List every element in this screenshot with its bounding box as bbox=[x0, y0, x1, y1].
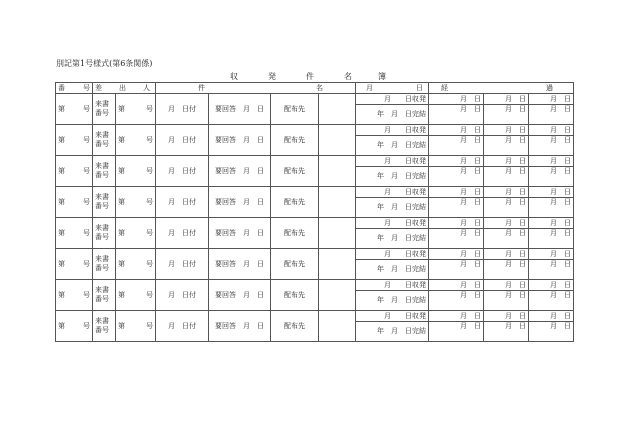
received-sent-date: 月 日収発 bbox=[356, 94, 429, 105]
received-sent-date: 月 日収発 bbox=[356, 218, 429, 229]
date-of-letter: 月 日付 bbox=[156, 187, 209, 218]
process-date: 月 日 bbox=[484, 260, 529, 280]
process-date: 月 日 bbox=[529, 136, 574, 156]
incoming-doc-number-label: 来書 番号 bbox=[93, 125, 116, 156]
completed-date: 年 月 日完結 bbox=[356, 167, 429, 187]
process-date: 月 日 bbox=[484, 311, 529, 322]
process-date: 月 日 bbox=[484, 198, 529, 218]
reply-required: 要回答 月 日 bbox=[209, 94, 271, 125]
reply-required: 要回答 月 日 bbox=[209, 187, 271, 218]
process-date: 月 日 bbox=[529, 125, 574, 136]
distribution: 配布先 bbox=[271, 156, 319, 187]
process-date: 月 日 bbox=[429, 105, 484, 125]
blank-cell bbox=[319, 280, 356, 311]
process-date: 月 日 bbox=[429, 94, 484, 105]
blank-cell bbox=[319, 187, 356, 218]
completed-date: 年 月 日完結 bbox=[356, 229, 429, 249]
reply-required: 要回答 月 日 bbox=[209, 311, 271, 342]
process-date: 月 日 bbox=[429, 322, 484, 342]
title-char: 簿 bbox=[378, 72, 386, 81]
process-date: 月 日 bbox=[529, 280, 574, 291]
incoming-doc-number-label: 来書 番号 bbox=[93, 187, 116, 218]
title-char: 発 bbox=[268, 72, 276, 81]
process-date: 月 日 bbox=[484, 249, 529, 260]
process-date: 月 日 bbox=[529, 167, 574, 187]
process-date: 月 日 bbox=[429, 229, 484, 249]
process-date: 月 日 bbox=[429, 156, 484, 167]
process-date: 月 日 bbox=[429, 260, 484, 280]
entry-number: 第 号 bbox=[56, 156, 93, 187]
process-date: 月 日 bbox=[429, 187, 484, 198]
process-date: 月 日 bbox=[484, 167, 529, 187]
sender-number: 第 号 bbox=[116, 311, 156, 342]
process-date: 月 日 bbox=[529, 156, 574, 167]
process-date: 月 日 bbox=[484, 218, 529, 229]
process-date: 月 日 bbox=[484, 105, 529, 125]
entry-number: 第 号 bbox=[56, 125, 93, 156]
entry-number: 第 号 bbox=[56, 218, 93, 249]
blank-cell bbox=[319, 311, 356, 342]
received-sent-date: 月 日収発 bbox=[356, 311, 429, 322]
blank-cell bbox=[319, 218, 356, 249]
process-date: 月 日 bbox=[529, 198, 574, 218]
header-date: 月 日 bbox=[356, 83, 429, 94]
process-date: 月 日 bbox=[529, 94, 574, 105]
process-date: 月 日 bbox=[429, 218, 484, 229]
process-date: 月 日 bbox=[429, 249, 484, 260]
entry-row-top bbox=[56, 249, 574, 260]
completed-date: 年 月 日完結 bbox=[356, 291, 429, 311]
ledger-table bbox=[55, 82, 574, 342]
sender-number: 第 号 bbox=[116, 187, 156, 218]
date-of-letter: 月 日付 bbox=[156, 218, 209, 249]
incoming-doc-number-label: 来書 番号 bbox=[93, 156, 116, 187]
entry-number: 第 号 bbox=[56, 249, 93, 280]
reply-required: 要回答 月 日 bbox=[209, 218, 271, 249]
process-date: 月 日 bbox=[529, 291, 574, 311]
process-date: 月 日 bbox=[429, 167, 484, 187]
process-date: 月 日 bbox=[429, 136, 484, 156]
blank-cell bbox=[319, 94, 356, 125]
entry-row-top bbox=[56, 125, 574, 136]
distribution: 配布先 bbox=[271, 125, 319, 156]
process-date: 月 日 bbox=[529, 229, 574, 249]
process-date: 月 日 bbox=[529, 249, 574, 260]
completed-date: 年 月 日完結 bbox=[356, 260, 429, 280]
date-of-letter: 月 日付 bbox=[156, 94, 209, 125]
entry-row-top bbox=[56, 280, 574, 291]
process-date: 月 日 bbox=[484, 187, 529, 198]
process-date: 月 日 bbox=[529, 260, 574, 280]
received-sent-date: 月 日収発 bbox=[356, 125, 429, 136]
process-date: 月 日 bbox=[529, 218, 574, 229]
entry-row-top bbox=[56, 187, 574, 198]
distribution: 配布先 bbox=[271, 218, 319, 249]
process-date: 月 日 bbox=[529, 105, 574, 125]
title-char: 収 bbox=[230, 72, 238, 81]
reply-required: 要回答 月 日 bbox=[209, 249, 271, 280]
incoming-doc-number-label: 来書 番号 bbox=[93, 311, 116, 342]
process-date: 月 日 bbox=[529, 311, 574, 322]
sender-number: 第 号 bbox=[116, 280, 156, 311]
entry-row-top bbox=[56, 94, 574, 105]
process-date: 月 日 bbox=[484, 94, 529, 105]
reply-required: 要回答 月 日 bbox=[209, 280, 271, 311]
process-date: 月 日 bbox=[529, 322, 574, 342]
completed-date: 年 月 日完結 bbox=[356, 105, 429, 125]
date-of-letter: 月 日付 bbox=[156, 249, 209, 280]
blank-cell bbox=[319, 125, 356, 156]
header-row bbox=[56, 83, 574, 94]
process-date: 月 日 bbox=[429, 198, 484, 218]
distribution: 配布先 bbox=[271, 311, 319, 342]
title-char: 名 bbox=[344, 72, 352, 81]
distribution: 配布先 bbox=[271, 94, 319, 125]
completed-date: 年 月 日完結 bbox=[356, 198, 429, 218]
process-date: 月 日 bbox=[429, 311, 484, 322]
received-sent-date: 月 日収発 bbox=[356, 249, 429, 260]
reply-required: 要回答 月 日 bbox=[209, 156, 271, 187]
entry-row-top bbox=[56, 156, 574, 167]
process-date: 月 日 bbox=[484, 125, 529, 136]
received-sent-date: 月 日収発 bbox=[356, 156, 429, 167]
process-date: 月 日 bbox=[484, 156, 529, 167]
process-date: 月 日 bbox=[429, 280, 484, 291]
incoming-doc-number-label: 来書 番号 bbox=[93, 218, 116, 249]
date-of-letter: 月 日付 bbox=[156, 280, 209, 311]
blank-cell bbox=[319, 249, 356, 280]
date-of-letter: 月 日付 bbox=[156, 156, 209, 187]
process-date: 月 日 bbox=[484, 229, 529, 249]
sender-number: 第 号 bbox=[116, 125, 156, 156]
incoming-doc-number-label: 来書 番号 bbox=[93, 94, 116, 125]
sender-number: 第 号 bbox=[116, 156, 156, 187]
process-date: 月 日 bbox=[429, 291, 484, 311]
entry-row-top bbox=[56, 311, 574, 322]
header-number: 番 号 bbox=[56, 83, 93, 94]
process-date: 月 日 bbox=[529, 187, 574, 198]
distribution: 配布先 bbox=[271, 187, 319, 218]
process-date: 月 日 bbox=[429, 125, 484, 136]
process-date: 月 日 bbox=[484, 136, 529, 156]
header-subject: 件 名 bbox=[156, 83, 356, 94]
sender-number: 第 号 bbox=[116, 249, 156, 280]
blank-cell bbox=[319, 156, 356, 187]
entry-number: 第 号 bbox=[56, 94, 93, 125]
completed-date: 年 月 日完結 bbox=[356, 322, 429, 342]
received-sent-date: 月 日収発 bbox=[356, 280, 429, 291]
process-date: 月 日 bbox=[484, 322, 529, 342]
header-sender: 差 出 人 bbox=[93, 83, 156, 94]
date-of-letter: 月 日付 bbox=[156, 311, 209, 342]
distribution: 配布先 bbox=[271, 249, 319, 280]
sender-number: 第 号 bbox=[116, 94, 156, 125]
received-sent-date: 月 日収発 bbox=[356, 187, 429, 198]
process-date: 月 日 bbox=[484, 280, 529, 291]
reply-required: 要回答 月 日 bbox=[209, 125, 271, 156]
completed-date: 年 月 日完結 bbox=[356, 136, 429, 156]
header-process: 経 過 bbox=[429, 83, 574, 94]
form-caption: 別記第1号様式(第6条関係) bbox=[56, 59, 153, 68]
sender-number: 第 号 bbox=[116, 218, 156, 249]
process-date: 月 日 bbox=[484, 291, 529, 311]
date-of-letter: 月 日付 bbox=[156, 125, 209, 156]
entry-number: 第 号 bbox=[56, 187, 93, 218]
incoming-doc-number-label: 来書 番号 bbox=[93, 280, 116, 311]
entry-row-top bbox=[56, 218, 574, 229]
title-char: 件 bbox=[306, 72, 314, 81]
incoming-doc-number-label: 来書 番号 bbox=[93, 249, 116, 280]
entry-number: 第 号 bbox=[56, 311, 93, 342]
distribution: 配布先 bbox=[271, 280, 319, 311]
entry-number: 第 号 bbox=[56, 280, 93, 311]
